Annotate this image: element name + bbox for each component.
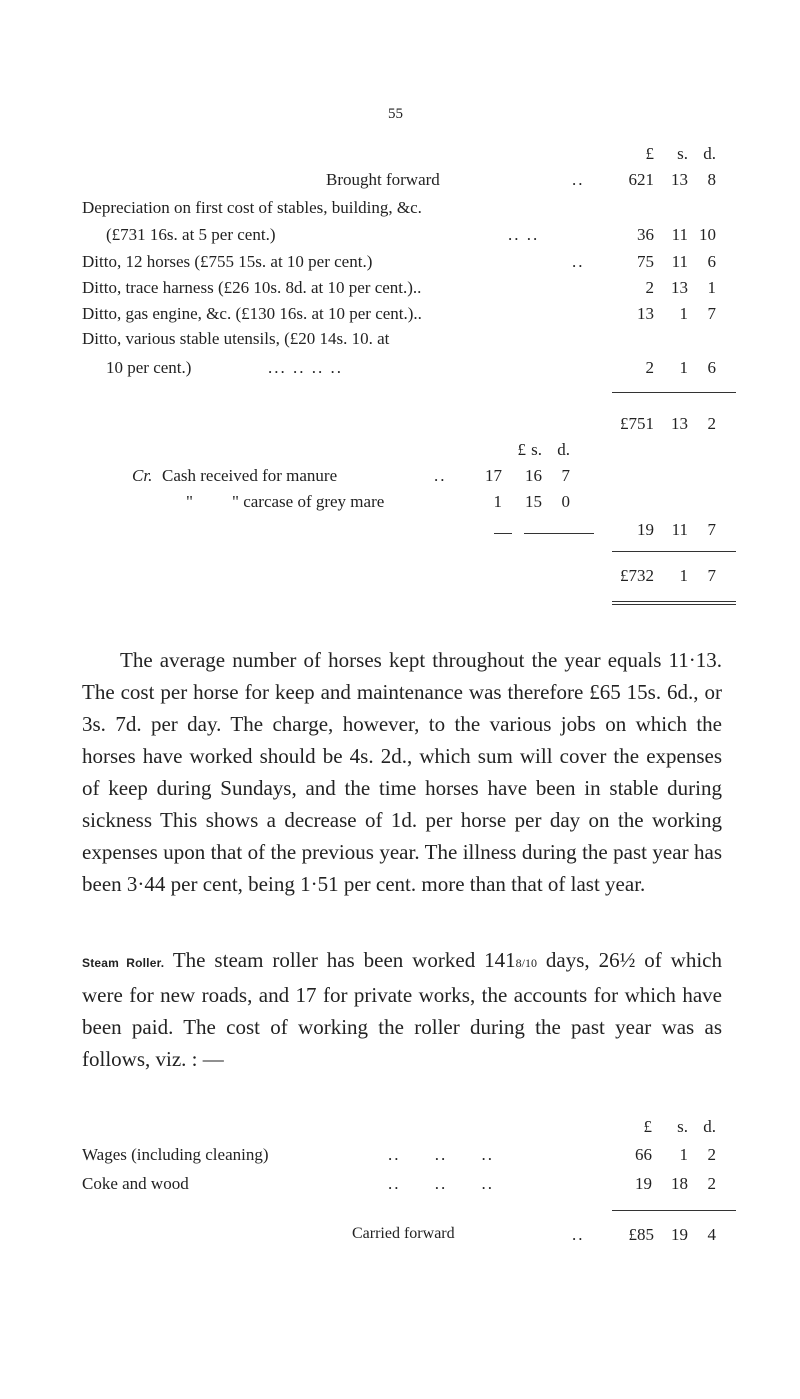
- row-pounds: 2: [645, 358, 654, 377]
- costs-label: Wages (including cleaning): [82, 1145, 269, 1164]
- ledger-row: [0, 252, 800, 276]
- row-dots: ..: [572, 170, 585, 189]
- credit-prefix: ": [186, 492, 193, 511]
- credit-label: " carcase of grey mare: [232, 492, 385, 511]
- subtotal-pence: 2: [707, 414, 716, 433]
- row-pence: 8: [707, 170, 716, 189]
- total-rule: [612, 551, 736, 552]
- credit-total-pence: 7: [707, 520, 716, 539]
- credit-row: [0, 492, 800, 516]
- costs-row: [0, 1145, 800, 1169]
- shillings-header: s.: [677, 144, 688, 163]
- row-shillings: 1: [679, 304, 688, 323]
- row-label: Ditto, various stable utensils, (£20 14s. 10. at: [82, 329, 390, 348]
- costs-dots: .. .. ..: [388, 1174, 494, 1193]
- row-shillings: 13: [671, 278, 688, 297]
- credit-shillings-header: s.: [531, 440, 542, 459]
- costs-pounds: 19: [635, 1174, 652, 1193]
- subtotal-pounds: £751: [620, 414, 654, 433]
- carried-forward-row: [0, 1225, 800, 1249]
- costs-pence: 2: [707, 1174, 716, 1193]
- ledger-row: [0, 198, 800, 222]
- row-shillings: 11: [671, 252, 688, 271]
- row-label: Brought forward: [326, 170, 440, 189]
- page-number: 55: [388, 106, 403, 122]
- credit-total-shillings: 11: [671, 520, 688, 539]
- row-pence: 7: [707, 304, 716, 323]
- total-shillings: 1: [679, 566, 688, 585]
- ledger-row: [0, 278, 800, 302]
- subtotal-rule: [612, 392, 736, 393]
- row-shillings: 13: [671, 170, 688, 189]
- ledger-row: [0, 170, 800, 194]
- pounds-header: £: [645, 144, 654, 163]
- costs-dots: .. .. ..: [388, 1145, 494, 1164]
- steam-roller-paragraph: [82, 944, 722, 1075]
- total-double-rule: [612, 601, 736, 605]
- row-pence: 10: [699, 225, 716, 244]
- row-dots: ..: [572, 252, 585, 271]
- carried-shillings: 19: [671, 1225, 688, 1244]
- carried-rule: [612, 1210, 736, 1211]
- carried-label: Carried forward: [352, 1225, 455, 1242]
- costs-label: Coke and wood: [82, 1174, 189, 1193]
- row-pounds: 621: [628, 170, 654, 189]
- total-pounds: £732: [620, 566, 654, 585]
- row-label: Depreciation on first cost of stables, building, &c.: [82, 198, 422, 217]
- pence-header: d.: [703, 144, 716, 163]
- credit-pence: 0: [561, 492, 570, 511]
- credit-row: [0, 466, 800, 490]
- costs-pence: 2: [707, 1145, 716, 1164]
- credit-total-row: [0, 520, 800, 544]
- credit-pence-header: d.: [557, 440, 570, 459]
- row-pence: 6: [707, 358, 716, 377]
- total-pence: 7: [707, 566, 716, 585]
- ledger-row: [0, 329, 800, 353]
- row-pence: 6: [707, 252, 716, 271]
- costs-shillings: 1: [679, 1145, 688, 1164]
- credit-label: Cash received for manure: [162, 466, 338, 485]
- steam-roller-side-heading: Steam Roller.: [82, 956, 165, 970]
- row-pence: 1: [707, 278, 716, 297]
- credit-prefix: Cr.: [132, 466, 153, 485]
- row-label: Ditto, gas engine, &c. (£130 16s. at 10 per cent.)..: [82, 304, 422, 323]
- costs-shillings-header: s.: [677, 1117, 688, 1136]
- horse-cost-paragraph: The average number of horses kept throughout the year equals 11·13. The cost per horse for keep and maintenance was therefore £65 15s. 6d., or 3s. 7d. per day. The charge, however, to the various jobs on which the horses have worked should be 4s. 2d., which sum will cover the expenses of keep during Sundays, and the time horses have been in stable during sickness This shows a decrease of 1d. per horse per day on the working expenses upon that of the previous year. The illness during the past year has been 3·44 per cent, being 1·51 per cent. more than that of last year.: [82, 648, 722, 896]
- credit-pence: 7: [561, 466, 570, 485]
- costs-pounds-header: £: [643, 1117, 652, 1136]
- row-label: (£731 16s. at 5 per cent.): [106, 225, 276, 244]
- steam-roller-text-b: days, 26½ of which were for new roads, and 17 for private works, the accounts for which have been paid. The cost of working the roller during the past year was as follows, viz. : —: [82, 948, 723, 1071]
- row-shillings: 11: [671, 225, 688, 244]
- credit-dots: ..: [434, 466, 447, 485]
- credit-pounds: 1: [493, 492, 502, 511]
- row-label: Ditto, 12 horses (£755 15s. at 10 per cent.): [82, 252, 373, 271]
- subtotal-shillings: 13: [671, 414, 688, 433]
- row-shillings: 1: [679, 358, 688, 377]
- carried-dots: ..: [572, 1225, 585, 1244]
- costs-header: [0, 1117, 800, 1141]
- row-dots: .. ..: [508, 225, 540, 244]
- credit-total-pounds: 19: [637, 520, 654, 539]
- credit-header: [0, 440, 800, 464]
- costs-pounds: 66: [635, 1145, 652, 1164]
- ledger-row: [0, 358, 800, 382]
- row-pounds: 36: [637, 225, 654, 244]
- credit-pounds-header: £: [517, 440, 526, 459]
- carried-pounds: £85: [628, 1225, 654, 1244]
- credit-shillings: 16: [525, 466, 542, 485]
- row-label: Ditto, trace harness (£26 10s. 8d. at 10 per cent.)..: [82, 278, 422, 297]
- steam-roller-text-a: The steam roller has been worked 141: [172, 948, 516, 972]
- ledger-row: [0, 225, 800, 249]
- ledger-row: [0, 304, 800, 328]
- credit-shillings: 15: [525, 492, 542, 511]
- carried-pence: 4: [707, 1225, 716, 1244]
- costs-shillings: 18: [671, 1174, 688, 1193]
- row-pounds: 2: [645, 278, 654, 297]
- row-label: 10 per cent.): [106, 358, 192, 377]
- costs-pence-header: d.: [703, 1117, 716, 1136]
- subtotal-row: [0, 414, 800, 438]
- row-dots: ... .. .. ..: [268, 358, 343, 377]
- row-pounds: 75: [637, 252, 654, 271]
- credit-pounds: 17: [485, 466, 502, 485]
- row-pounds: 13: [637, 304, 654, 323]
- costs-row: [0, 1174, 800, 1198]
- steam-roller-fraction: 8/10: [515, 956, 537, 970]
- total-row: [0, 566, 800, 590]
